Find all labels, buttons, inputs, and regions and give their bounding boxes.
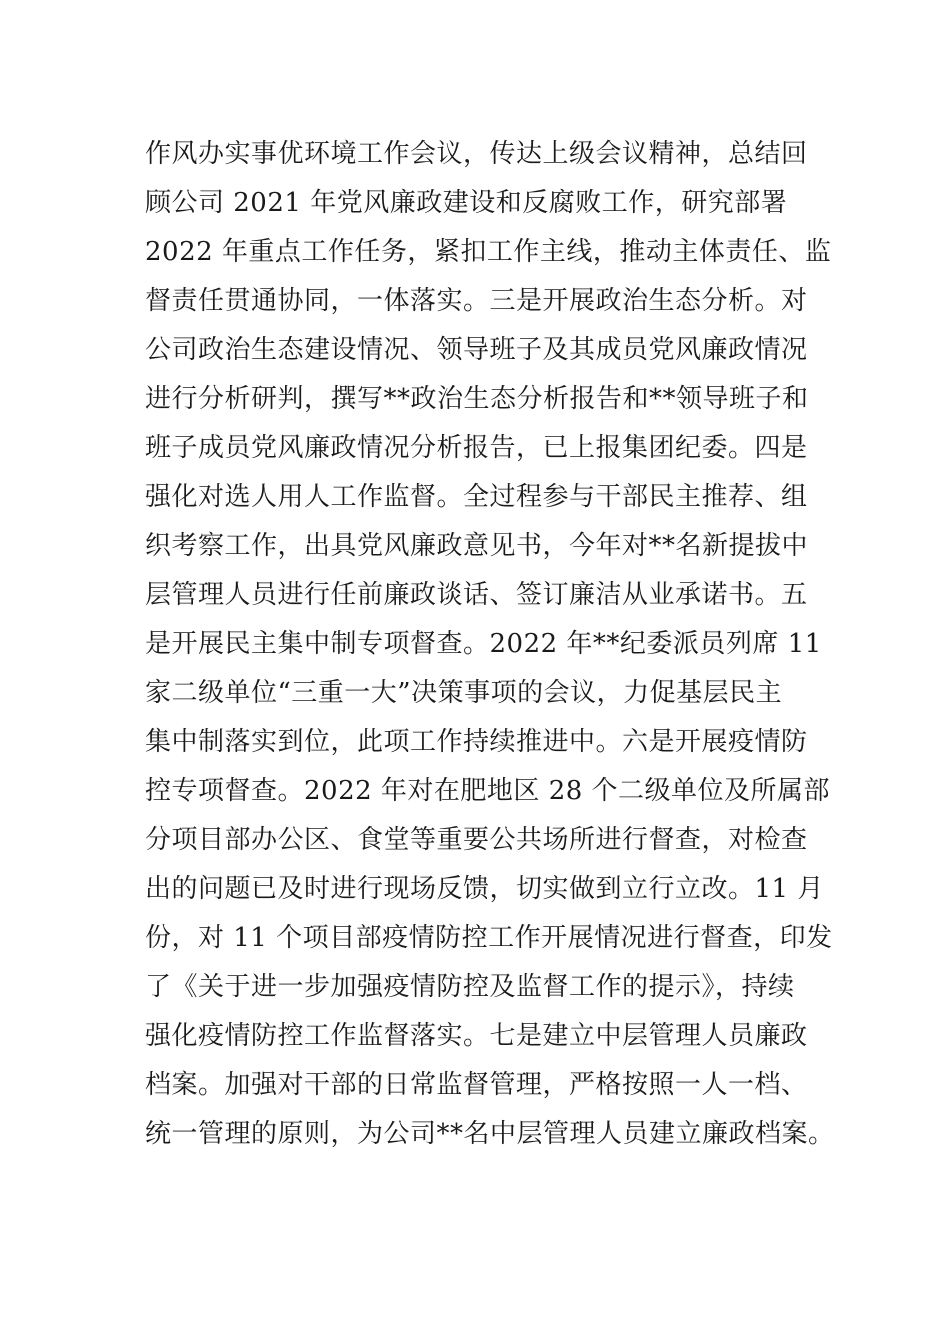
paragraph-line: 织考察工作，出具党风廉政意见书，今年对**名新提拔中	[145, 531, 809, 561]
paragraph-line: 家二级单位“三重一大”决策事项的会议，力促基层民主	[145, 678, 783, 708]
paragraph-line: 作风办实事优环境工作会议，传达上级会议精神，总结回	[145, 139, 808, 169]
paragraph-line: 控专项督查。2022 年对在肥地区 28 个二级单位及所属部	[145, 776, 831, 806]
paragraph-line: 份，对 11 个项目部疫情防控工作开展情况进行督查，印发	[145, 923, 833, 953]
paragraph-line: 督责任贯通协同，一体落实。三是开展政治生态分析。对	[145, 286, 808, 316]
paragraph-line: 出的问题已及时进行现场反馈，切实做到立行立改。11 月	[145, 874, 824, 904]
paragraph-line: 集中制落实到位，此项工作持续推进中。六是开展疫情防	[145, 727, 808, 757]
paragraph-line: 班子成员党风廉政情况分析报告，已上报集团纪委。四是	[145, 433, 808, 463]
paragraph-line: 是开展民主集中制专项督查。2022 年**纪委派员列席 11	[145, 629, 822, 659]
paragraph-line: 层管理人员进行任前廉政谈话、签订廉洁从业承诺书。五	[145, 580, 808, 610]
body-paragraph	[145, 130, 835, 1159]
paragraph-line: 进行分析研判，撰写**政治生态分析报告和**领导班子和	[145, 384, 809, 414]
paragraph-line: 分项目部办公区、食堂等重要公共场所进行督查，对检查	[145, 825, 808, 855]
paragraph-line: 档案。加强对干部的日常监督管理，严格按照一人一档、	[145, 1070, 808, 1100]
paragraph-line: 强化对选人用人工作监督。全过程参与干部民主推荐、组	[145, 482, 808, 512]
paragraph-line: 统一管理的原则，为公司**名中层管理人员建立廉政档案。	[145, 1119, 835, 1149]
paragraph-line: 公司政治生态建设情况、领导班子及其成员党风廉政情况	[145, 335, 808, 365]
paragraph-line: 强化疫情防控工作监督落实。七是建立中层管理人员廉政	[145, 1021, 808, 1051]
paragraph-line: 了《关于进一步加强疫情防控及监督工作的提示》，持续	[145, 972, 795, 1002]
paragraph-line: 2022 年重点工作任务，紧扣工作主线，推动主体责任、监	[145, 237, 832, 267]
paragraph-line: 顾公司 2021 年党风廉政建设和反腐败工作，研究部署	[145, 188, 788, 218]
